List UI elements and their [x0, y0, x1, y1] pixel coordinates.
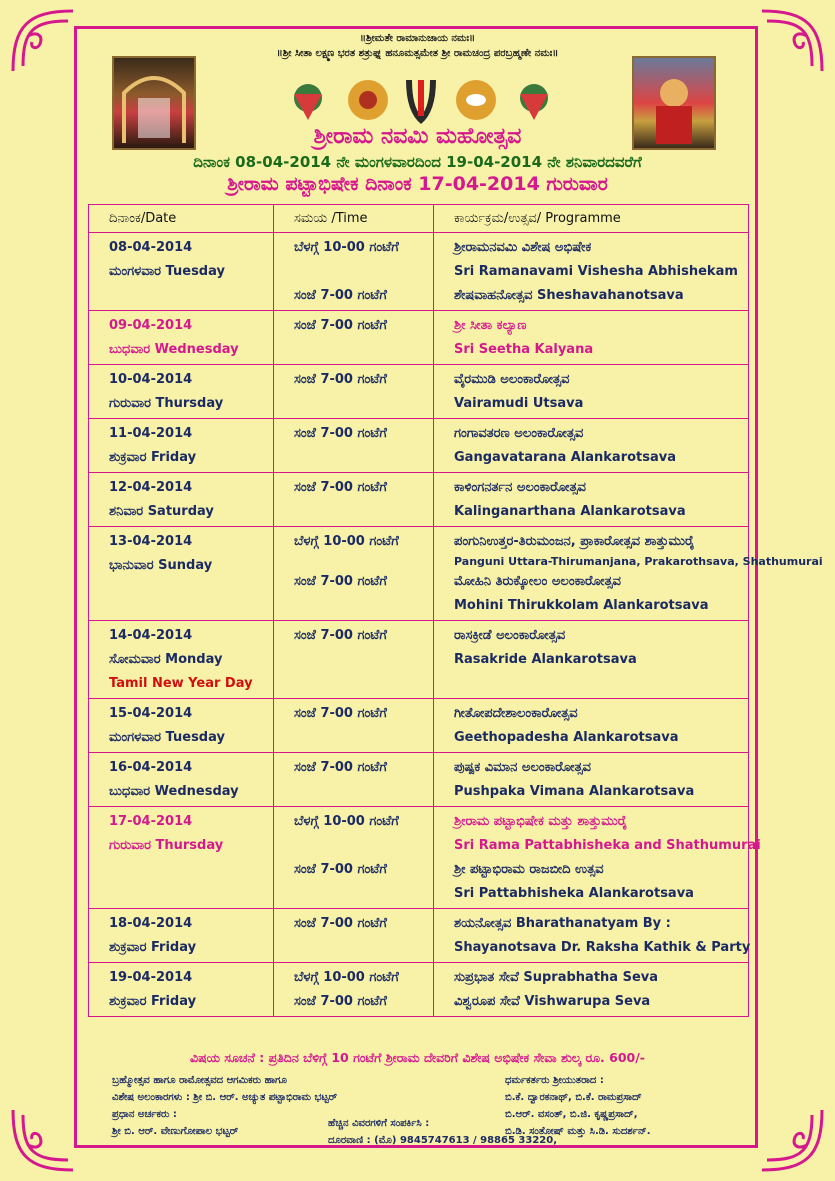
event-time	[294, 936, 427, 960]
event-time: ಸಂಜೆ 7-00 ಗಂಟೆಗೆ	[294, 426, 387, 441]
table-row	[89, 699, 749, 753]
table-row	[89, 621, 749, 699]
time-cell	[274, 621, 434, 699]
programme-cell	[434, 233, 749, 311]
event-time	[294, 554, 427, 570]
programme-cell	[434, 621, 749, 699]
programme-cell	[434, 419, 749, 473]
namam-icon	[406, 80, 436, 124]
date-cell	[89, 527, 274, 621]
programme-cell	[434, 365, 749, 419]
time-cell	[274, 311, 434, 365]
row-date: 17-04-2014	[109, 814, 193, 829]
event-programme: ಗೀತೋಪದೇಶಾಲಂಕಾರೋತ್ಸವ	[454, 706, 578, 721]
row-day: ಗುರುವಾರ Thursday	[109, 396, 224, 411]
row-date: 15-04-2014	[109, 706, 193, 721]
event-time: ಸಂಜೆ 7-00 ಗಂಟೆಗೆ	[294, 760, 387, 775]
event-time: ಸಂಜೆ 7-00 ಗಂಟೆಗೆ	[294, 574, 387, 589]
time-cell	[274, 233, 434, 311]
invocation-line-2: ॥ಶ್ರೀ ಸೀತಾ ಲಕ್ಷ್ಮಣ ಭರತ ಶತ್ರುಘ್ನ ಹನೂಮತ್ಸಮೇತ ಶ್ರೀ ರಾಮಚಂದ್ರ ಪರಬ್ರಹ್ಮಣೇ ನಮಃ॥	[276, 48, 559, 59]
event-programme: ಶಯನೋತ್ಸವ Bharathanatyam By :	[454, 916, 671, 931]
garuda-icon	[294, 84, 322, 120]
date-cell	[89, 365, 274, 419]
footer-right-line-3: ಬಿ.ಆರ್. ವಸಂತ್, ಬಿ.ಜಿ. ಕೃಷ್ಣಪ್ರಸಾದ್,	[505, 1109, 638, 1120]
programme-cell	[434, 807, 761, 909]
event-time: ಸಂಜೆ 7-00 ಗಂಟೆಗೆ	[294, 916, 387, 931]
row-day: ಶುಕ್ರವಾರ Friday	[109, 450, 197, 465]
table-row	[89, 963, 749, 1017]
event-programme: ಶ್ರೀರಾಮ ಪಟ್ಟಾಭಿಷೇಕ ಮತ್ತು ಶಾತ್ತುಮುರೈ	[454, 814, 628, 829]
programme-cell	[434, 473, 749, 527]
event-time	[294, 392, 427, 416]
event-time: ಬೆಳಗ್ಗೆ 10-00 ಗಂಟೆಗೆ	[294, 814, 399, 829]
event-programme: Sri Pattabhisheka Alankarotsava	[454, 886, 694, 901]
event-programme	[454, 672, 742, 696]
event-programme: Sri Rama Pattabhisheka and Shathumurai	[454, 838, 761, 853]
event-time: ಸಂಜೆ 7-00 ಗಂಟೆಗೆ	[294, 372, 387, 387]
event-time	[294, 726, 427, 750]
event-programme: ಶ್ರೀ ಸೀತಾ ಕಲ್ಯಾಣ	[454, 318, 527, 333]
event-programme: ಪುಷ್ಪಕ ವಿಮಾನ ಅಲಂಕಾರೋತ್ಸವ	[454, 760, 591, 775]
row-date: 18-04-2014	[109, 916, 193, 931]
row-day: ಗುರುವಾರ Thursday	[109, 838, 224, 853]
table-row	[89, 473, 749, 527]
time-cell	[274, 365, 434, 419]
page-title: ಶ್ರೀರಾಮ ನವಮಿ ಮಹೋತ್ಸವ	[313, 124, 522, 149]
date-cell	[89, 419, 274, 473]
hanuman-icon	[520, 84, 548, 120]
row-date: 16-04-2014	[109, 760, 193, 775]
table-row	[89, 909, 749, 963]
event-programme: Gangavatarana Alankarotsava	[454, 450, 677, 465]
row-date: 09-04-2014	[109, 318, 193, 333]
programme-cell	[434, 527, 823, 621]
event-programme: ವಿಶ್ವರೂಪ ಸೇವೆ Vishwarupa Seva	[454, 994, 651, 1009]
event-time: ಬೆಳಗ್ಗೆ 10-00 ಗಂಟೆಗೆ	[294, 240, 399, 255]
table-row	[89, 365, 749, 419]
programme-cell	[434, 699, 749, 753]
time-cell	[274, 909, 434, 963]
row-day: ಶುಕ್ರವಾರ Friday	[109, 940, 197, 955]
row-day: ಶನಿವಾರ Saturday	[109, 504, 214, 519]
event-time	[294, 882, 427, 906]
row-date: 12-04-2014	[109, 480, 193, 495]
table-row	[89, 527, 749, 621]
row-date: 08-04-2014	[109, 240, 193, 255]
event-time: ಸಂಜೆ 7-00 ಗಂಟೆಗೆ	[294, 318, 387, 333]
footer-left-line-2: ವಿಶೇಷ ಅಲಂಕಾರಗಳು : ಶ್ರೀ ಬಿ. ಆರ್. ಅಚ್ಯುತ ಪಟ್ಟಾಭಿರಾಮ ಭಟ್ಟರ್	[112, 1092, 338, 1103]
event-time: ಸಂಜೆ 7-00 ಗಂಟೆಗೆ	[294, 994, 387, 1009]
table-row	[89, 807, 749, 909]
footer-right-line-4: ಬಿ.ಡಿ. ಸಂತೋಷ್ ಮತ್ತು ಸಿ.ಡಿ. ಸುದರ್ಶನ್.	[505, 1126, 651, 1137]
event-programme: ಕಾಳಿಂಗನರ್ತನ ಅಲಂಕಾರೋತ್ಸವ	[454, 480, 587, 495]
event-programme: ಪಂಗುನಿಉತ್ತರ-ತಿರುಮಂಜನ, ಪ್ರಾಕಾರೋತ್ಸವ ಶಾತ್ತುಮುರೈ	[454, 534, 695, 549]
footer-left-line-3: ಪ್ರಧಾನ ಅರ್ಚಕರು :	[112, 1109, 177, 1120]
date-cell	[89, 311, 274, 365]
row-day: ಶುಕ್ರವಾರ Friday	[109, 994, 197, 1009]
event-programme: ಗಂಗಾವತರಣ ಅಲಂಕಾರೋತ್ಸವ	[454, 426, 584, 441]
programme-cell	[434, 909, 749, 963]
time-cell	[274, 963, 434, 1017]
row-day: ಮಂಗಳವಾರ Tuesday	[109, 730, 225, 745]
event-time: ಬೆಳಗ್ಗೆ 10-00 ಗಂಟೆಗೆ	[294, 970, 399, 985]
event-programme: Rasakride Alankarotsava	[454, 652, 637, 667]
row-day: ಬುಧವಾರ Wednesday	[109, 342, 239, 357]
programme-cell	[434, 963, 749, 1017]
event-time	[294, 780, 427, 804]
date-cell	[89, 473, 274, 527]
footer-right-line-2: ಬಿ.ಕೆ. ದ್ವಾರಕನಾಥ್, ಬಿ.ಕೆ. ರಾಮಪ್ರಸಾದ್	[505, 1092, 642, 1103]
event-time: ಸಂಜೆ 7-00 ಗಂಟೆಗೆ	[294, 706, 387, 721]
row-special-note: Tamil New Year Day	[109, 676, 253, 691]
table-row	[89, 233, 749, 311]
event-programme: Panguni Uttara-Thirumanjana, Prakarothsava, Shathumurai	[454, 555, 823, 568]
event-time	[294, 446, 427, 470]
emblems-row	[286, 72, 556, 130]
date-cell	[89, 963, 274, 1017]
date-cell	[89, 909, 274, 963]
event-time	[294, 648, 427, 672]
column-header-date: ದಿನಾಂಕ/Date	[89, 205, 274, 233]
date-cell	[89, 699, 274, 753]
notice-line: ವಿಷಯ ಸೂಚನೆ : ಪ್ರತಿದಿನ ಬೆಳಿಗ್ಗೆ 10 ಗಂಟೆಗೆ ಶ್ರೀರಾಮ ದೇವರಿಗೆ ವಿಶೇಷ ಅಭಿಷೇಕ ಸೇವಾ ಶುಲ್ಕ ರೂ. 600/-	[190, 1050, 645, 1065]
row-date: 10-04-2014	[109, 372, 193, 387]
row-day: ಭಾನುವಾರ Sunday	[109, 558, 213, 573]
event-programme: Sri Seetha Kalyana	[454, 342, 594, 357]
row-date: 19-04-2014	[109, 970, 193, 985]
time-cell	[274, 807, 434, 909]
invocation-line-1: ॥ಶ್ರೀಮತೇ ರಾಮಾನುಜಾಯ ನಮಃ॥	[359, 33, 476, 44]
event-programme: ವೈರಮುಡಿ ಅಲಂಕಾರೋತ್ಸವ	[454, 372, 570, 387]
footer-right-line-1: ಧರ್ಮಕರ್ತರು ಶ್ರೀಯುತರಾದ :	[505, 1075, 604, 1086]
contact-label: ಹೆಚ್ಚಿನ ವಿವರಗಳಿಗೆ ಸಂಪರ್ಕಿಸಿ :	[328, 1118, 430, 1129]
row-date: 11-04-2014	[109, 426, 193, 441]
date-cell	[89, 233, 274, 311]
event-programme: ಶ್ರೀ ಪಟ್ಟಾಭಿರಾಮ ರಾಜಬೀದಿ ಉತ್ಸವ	[454, 862, 604, 877]
event-time: ಸಂಜೆ 7-00 ಗಂಟೆಗೆ	[294, 288, 387, 303]
shankha-icon	[456, 80, 496, 120]
footer-left-line-1: ಬ್ರಹ್ಮೋತ್ಸವ ಹಾಗೂ ರಾಮೋತ್ಸವದ ಆಗಮಿಕರು ಹಾಗೂ	[112, 1075, 287, 1086]
event-programme: Shayanotsava Dr. Raksha Kathik & Party	[454, 940, 751, 955]
row-day: ಮಂಗಳವಾರ Tuesday	[109, 264, 225, 279]
programme-cell	[434, 311, 749, 365]
row-date: 13-04-2014	[109, 534, 193, 549]
event-programme: Mohini Thirukkolam Alankarotsava	[454, 598, 709, 613]
event-time	[294, 338, 427, 362]
table-row	[89, 311, 749, 365]
corner-ornament-bottom-right	[757, 1105, 827, 1175]
event-programme: ರಾಸಕ್ರೀಡೆ ಅಲಂಕಾರೋತ್ಸವ	[454, 628, 566, 643]
column-header-programme: ಕಾರ್ಯಕ್ರಮ/ಉತ್ಸವ/ Programme	[434, 205, 749, 233]
festival-dates: ದಿನಾಂಕ 08-04-2014 ನೇ ಮಂಗಳವಾರದಿಂದ 19-04-2014 ನೇ ಶನಿವಾರದವರೆಗೆ	[193, 153, 642, 171]
pattabhisheka-date: ಶ್ರೀರಾಮ ಪಟ್ಟಾಭಿಷೇಕ ದಿನಾಂಕ 17-04-2014 ಗುರುವಾರ	[227, 173, 608, 195]
event-programme: ಮೋಹಿನಿ ತಿರುಕ್ಕೋಲಂ ಅಲಂಕಾರೋತ್ಸವ	[454, 574, 621, 589]
chakra-icon	[348, 80, 388, 120]
event-programme: Geethopadesha Alankarotsava	[454, 730, 679, 745]
event-time	[294, 834, 427, 858]
table-row	[89, 419, 749, 473]
time-cell	[274, 753, 434, 807]
phone-numbers: ದೂರವಾಣಿ : (ಮೊ) 9845747613 / 98865 33220,	[328, 1135, 557, 1146]
event-programme: Pushpaka Vimana Alankarotsava	[454, 784, 695, 799]
event-programme: ಸುಪ್ರಭಾತ ಸೇವೆ Suprabhatha Seva	[454, 970, 659, 985]
row-day: ಸೋಮವಾರ Monday	[109, 652, 223, 667]
programme-cell	[434, 753, 749, 807]
event-time	[294, 672, 427, 696]
date-cell	[89, 621, 274, 699]
event-time	[294, 500, 427, 524]
event-programme: Vairamudi Utsava	[454, 396, 584, 411]
event-programme: Kalinganarthana Alankarotsava	[454, 504, 686, 519]
date-cell	[89, 753, 274, 807]
event-time	[294, 260, 427, 284]
event-time: ಸಂಜೆ 7-00 ಗಂಟೆಗೆ	[294, 628, 387, 643]
event-programme: ಶೇಷವಾಹನೋತ್ಸವ Sheshavahanotsava	[454, 288, 684, 303]
time-cell	[274, 419, 434, 473]
time-cell	[274, 527, 434, 621]
row-day: ಬುಧವಾರ Wednesday	[109, 784, 239, 799]
footer-left-line-4: ಶ್ರೀ ಬಿ. ಆರ್. ವೇಣುಗೋಪಾಲ ಭಟ್ಟರ್	[112, 1126, 239, 1137]
event-programme: Sri Ramanavami Vishesha Abhishekam	[454, 264, 738, 279]
table-header-row	[89, 205, 749, 233]
time-cell	[274, 699, 434, 753]
event-time: ಸಂಜೆ 7-00 ಗಂಟೆಗೆ	[294, 480, 387, 495]
event-programme: ಶ್ರೀರಾಮನವಮಿ ವಿಶೇಷ ಅಭಿಷೇಕ	[454, 240, 592, 255]
date-cell	[89, 807, 274, 909]
event-time: ಬೆಳಗ್ಗೆ 10-00 ಗಂಟೆಗೆ	[294, 534, 399, 549]
table-row	[89, 753, 749, 807]
column-header-time: ಸಮಯ /Time	[274, 205, 434, 233]
event-time: ಸಂಜೆ 7-00 ಗಂಟೆಗೆ	[294, 862, 387, 877]
programme-table	[88, 204, 823, 1017]
event-time	[294, 594, 427, 618]
corner-ornament-bottom-left	[8, 1105, 78, 1175]
row-date: 14-04-2014	[109, 628, 193, 643]
time-cell	[274, 473, 434, 527]
